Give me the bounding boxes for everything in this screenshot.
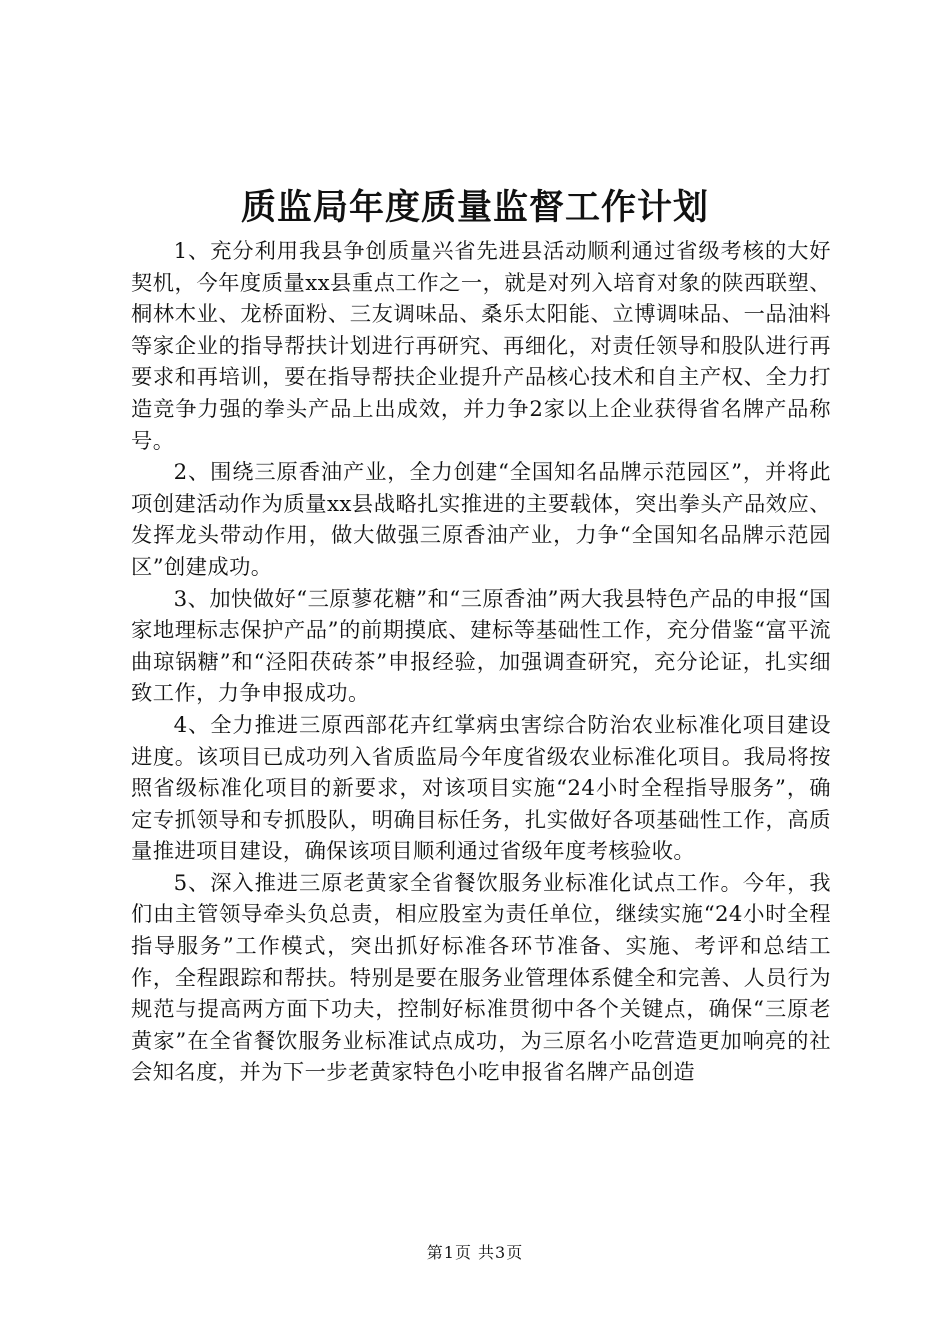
paragraph-1: 1、充分利用我县争创质量兴省先进县活动顺利通过省级考核的大好契机，今年度质量xx县重点工作之一，就是对列入培育对象的陕西联塑、桐林木业、龙桥面粉、三友调味品、桑乐太阳能、立博调味品、一品油料等家企业的指导帮扶计划进行再研究、再细化，对责任领导和股队进行再要求和再培训，要在指导帮扶企业提升产品核心技术和自主产权、全力打造竞争力强的拳头产品上出成效，并力争2家以上企业获得省名牌产品称号。 — [131, 239, 831, 454]
paragraph-2: 2、围绕三原香油产业，全力创建“全国知名品牌示范园区”，并将此项创建活动作为质量xx县战略扎实推进的主要载体，突出拳头产品效应、发挥龙头带动作用，做大做强三原香油产业，力争“全国知名品牌示范园区”创建成功。 — [131, 460, 831, 580]
paragraph-5: 5、深入推进三原老黄家全省餐饮服务业标准化试点工作。今年，我们由主管领导牵头负总责，相应股室为责任单位，继续实施“24小时全程指导服务”工作模式，突出抓好标准各环节准备、实施、考评和总结工作，全程跟踪和帮扶。特别是要在服务业管理体系健全和完善、人员行为规范与提高两方面下功夫，控制好标准贯彻中各个关键点，确保“三原老黄家”在全省餐饮服务业标准试点成功，为三原名小吃营造更加响亮的社会知名度，并为下一步老黄家特色小吃申报省名牌产品创造 — [131, 870, 831, 1086]
paragraph-4: 4、全力推进三原西部花卉红掌病虫害综合防治农业标准化项目建设进度。该项目已成功列入省质监局今年度省级农业标准化项目。我局将按照省级标准化项目的新要求，对该项目实施“24小时全程指导服务”，确定专抓领导和专抓股队，明确目标任务，扎实做好各项基础性工作，高质量推进项目建设，确保该项目顺利通过省级年度考核验收。 — [131, 712, 831, 865]
document-title: 质监局年度质量监督工作计划 — [240, 187, 709, 228]
page-footer: 第1页 共3页 — [426, 1243, 524, 1262]
paragraph-3: 3、加快做好“三原蓼花糖”和“三原香油”两大我县特色产品的申报“国家地理标志保护产品”的前期摸底、建标等基础性工作，充分借鉴“富平流曲琼锅糖”和“泾阳茯砖茶”申报经验，加强调查研究，充分论证，扎实细致工作，力争申报成功。 — [131, 586, 831, 707]
document-body — [131, 236, 831, 1089]
